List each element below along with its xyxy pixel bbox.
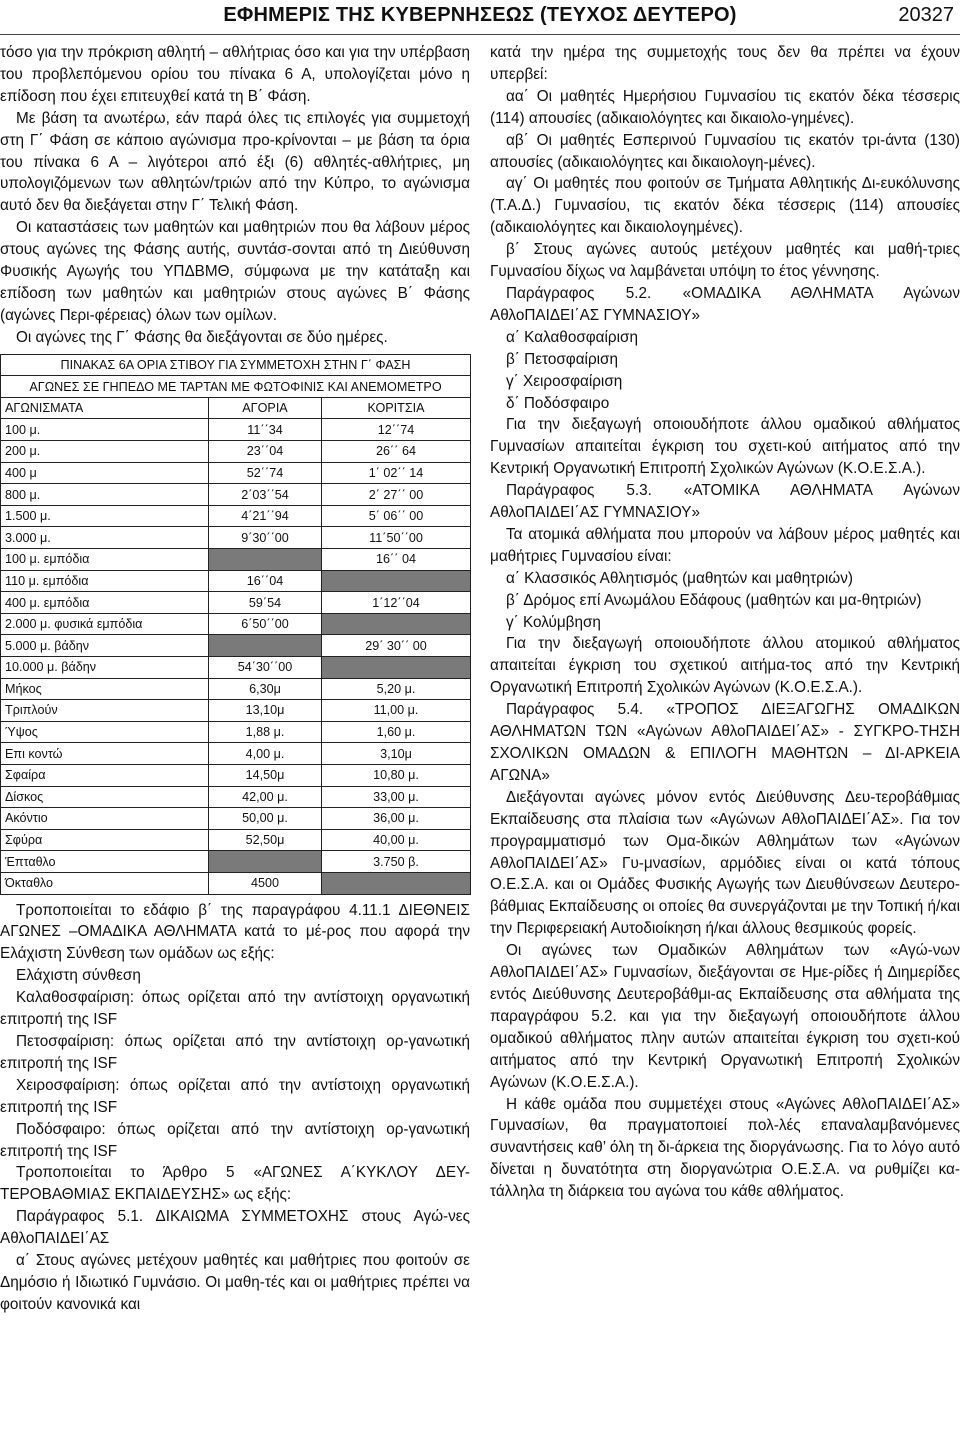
page-header (0, 0, 960, 34)
event-cell: Έπταθλο (1, 851, 209, 873)
gazette-title: ΕΦΗΜΕΡΙΣ ΤΗΣ ΚΥΒΕΡΝΗΣΕΩΣ (ΤΕΥΧΟΣ ΔΕΥΤΕΡΟ) (223, 4, 737, 26)
boys-cell (209, 635, 322, 657)
girls-cell: 11΄50΄΄00 (322, 527, 471, 549)
table-row (1, 786, 471, 808)
event-cell: 100 μ. εμπόδια (1, 549, 209, 571)
event-cell: 110 μ. εμπόδια (1, 570, 209, 592)
paragraph: Διεξάγονται αγώνες μόνον εντός Διεύθυνσης Δευ-τεροβάθμιας Εκπαίδευσης στα πλαίσια των «Αγώνων ΑθλοΠΑΙΔΕΙ΄ΑΣ». Για τον προγραμματισμό των Ομα-δικών Αθλημάτων των «Αγώνων ΑθλοΠΑΙΔΕΙ΄ΑΣ» Γυ-μνασίων, αρμόδιες είναι οι κατά τόπους Ο.Ε.Σ.Α. και οι Ομάδες Φυσικής Αγωγής των Διευθύνσεων Δευτερο-βάθμιας Εκπαίδευσης οι οποίες θα συνεργάζονται με την Τοπική ή/και την Περιφερειακή Αυτοδιοίκηση ή/και άλλους θεσμικούς φορείς. (490, 788, 960, 938)
boys-cell (209, 851, 322, 873)
table-row (1, 592, 471, 614)
boys-cell: 52΄΄74 (209, 462, 322, 484)
paragraph: γ΄ Χειροσφαίριση (506, 372, 623, 390)
table-row (1, 613, 471, 635)
boys-cell: 54΄30΄΄00 (209, 657, 322, 679)
table-subtitle-row (1, 376, 471, 398)
boys-cell: 14,50μ (209, 764, 322, 786)
paragraph: κατά την ημέρα της συμμετοχής τους δεν θα πρέπει να έχουν υπερβεί: (490, 44, 960, 83)
event-cell: 100 μ. (1, 419, 209, 441)
girls-cell: 5΄ 06΄΄ 00 (322, 505, 471, 527)
girls-cell: 29΄ 30΄΄ 00 (322, 635, 471, 657)
boys-cell: 42,00 μ. (209, 786, 322, 808)
table-row (1, 851, 471, 873)
boys-cell: 4500 (209, 872, 322, 894)
event-cell: 800 μ. (1, 484, 209, 506)
table-row (1, 570, 471, 592)
boys-cell: 11΄΄34 (209, 419, 322, 441)
paragraph: Χειροσφαίριση: όπως ορίζεται από την αντίστοιχη οργανωτική επιτροπή της ISF (0, 1076, 470, 1116)
paragraph: τόσο για την πρόκριση αθλητή – αθλήτριας όσο και για την υπέρβαση του προβλεπόμενου ορίου του πίνακα 6 Α, υπολογίζεται μόνο η επίδοση που έχει επιτευχθεί κατά τη Β΄ Φάση. (0, 44, 470, 105)
girls-cell: 5,20 μ. (322, 678, 471, 700)
girls-cell: 36,00 μ. (322, 808, 471, 830)
paragraph: Οι καταστάσεις των μαθητών και μαθητριών που θα λάβουν μέρος στους αγώνες της Φάσης αυτής, συντάσ-σονται από τη Διεύθυνση Φυσικής Αγωγής του ΥΠΔΒΜΘ, σύμφωνα με την κατάταξη και επίδοση των μαθητών και μαθητριών στους αγώνες Β΄ Φάσης (αγώνες Περι-φέρειας) όλων των ομίλων. (0, 219, 470, 324)
paragraph: α΄ Καλαθοσφαίριση (506, 328, 638, 346)
table-row (1, 484, 471, 506)
paragraph: Παράγραφος 5.3. «ΑΤΟΜΙΚΑ ΑΘΛΗΜΑΤΑ Αγώνων ΑθλοΠΑΙΔΕΙ΄ΑΣ ΓΥΜΝΑΣΙΟΥ» (490, 482, 960, 522)
girls-cell: 3.750 β. (322, 851, 471, 873)
girls-cell: 10,80 μ. (322, 764, 471, 786)
event-cell: 200 μ. (1, 441, 209, 463)
paragraph: δ΄ Ποδόσφαιρο (506, 394, 610, 412)
table-row (1, 700, 471, 722)
event-cell: Τριπλούν (1, 700, 209, 722)
table-row (1, 419, 471, 441)
table-row (1, 764, 471, 786)
boys-cell: 52,50μ (209, 829, 322, 851)
table-row (1, 527, 471, 549)
paragraph: Οι αγώνες των Ομαδικών Αθλημάτων των «Αγώ-νων ΑθλοΠΑΙΔΕΙ΄ΑΣ» Γυμνασίων, διεξάγονται σε Ημε-ρίδες ή Διημερίδες εντός Διεύθυνσης Δευτεροβάθμι-ας Εκπαίδευσης στα αθλήματα της παραγράφου 5.2. και για την διεξαγωγή οποιουδήποτε άλλου ομαδικού αθλήματος πλην αυτών απαιτείται έγκριση του σχετι-κού αιτήματος από την Κεντρική Οργανωτική Επιτροπή Σχολικών Αγώνων (Κ.Ο.Ε.Σ.Α.). (490, 942, 960, 1091)
paragraph: Με βάση τα ανωτέρω, εάν παρά όλες τις επιλογές για συμμετοχή στη Γ΄ Φάση σε κάποιο αγώνισμα προ-κρίνονται – με βάση τα όρια του πίνακα 6 Α – λιγότεροι από έξι (6) αθλητές-αθλήτριες, μη υπολογιζόμενων των αθλητών/τριών από την Κύπρο, το αγώνισμα αυτό δεν θα διεξάγεται στην Γ΄ Τελική Φάση. (0, 109, 470, 215)
girls-cell (322, 657, 471, 679)
event-cell: 1.500 μ. (1, 505, 209, 527)
table-row (1, 441, 471, 463)
page-number: 20327 (898, 4, 954, 26)
header-rule (0, 34, 960, 35)
limits-table (0, 354, 471, 895)
table-row (1, 657, 471, 679)
limits-table-wrapper (0, 354, 470, 895)
girls-cell: 33,00 μ. (322, 786, 471, 808)
table-row (1, 721, 471, 743)
event-cell: 3.000 μ. (1, 527, 209, 549)
event-cell: Μήκος (1, 678, 209, 700)
paragraph: β΄ Δρόμος επί Ανωμάλου Εδάφους (μαθητών και μα-θητριών) (506, 591, 922, 609)
boys-cell: 9΄30΄΄00 (209, 527, 322, 549)
girls-cell: 12΄΄74 (322, 419, 471, 441)
girls-cell (322, 872, 471, 894)
boys-cell (209, 549, 322, 571)
paragraph: αβ΄ Οι μαθητές Εσπερινού Γυμνασίου τις εκατόν τρι-άντα (130) απουσίες (αδικαιολόγητες και δικαιολογη-μένες). (490, 131, 960, 171)
column-header: ΑΓΩΝΙΣΜΑΤΑ (1, 397, 209, 419)
event-cell: Όκταθλο (1, 872, 209, 894)
event-cell: Σφαίρα (1, 764, 209, 786)
girls-cell: 1,60 μ. (322, 721, 471, 743)
boys-cell: 6΄50΄΄00 (209, 613, 322, 635)
paragraph: Οι αγώνες της Γ΄ Φάσης θα διεξάγονται σε δύο ημέρες. (16, 328, 388, 346)
event-cell: 10.000 μ. βάδην (1, 657, 209, 679)
table-row (1, 872, 471, 894)
boys-cell: 2΄03΄΄54 (209, 484, 322, 506)
table-row (1, 462, 471, 484)
table-header-row (1, 397, 471, 419)
boys-cell: 59΄54 (209, 592, 322, 614)
paragraph: Καλαθοσφαίριση: όπως ορίζεται από την αντίστοιχη οργανωτική επιτροπή της ISF (0, 989, 470, 1029)
girls-cell: 16΄΄ 04 (322, 549, 471, 571)
paragraph: αγ΄ Οι μαθητές που φοιτούν σε Τμήματα Αθλητικής Δι-ευκόλυνσης (Τ.Α.Δ.) Γυμνασίου, τις εκατόν δέκα τέσσερις (114) απουσίες (αδικαιολόγητες και δικαιολογημένες). (490, 175, 960, 237)
paragraph: Ελάχιστη σύνθεση (16, 967, 141, 985)
girls-cell: 11,00 μ. (322, 700, 471, 722)
right-column (490, 42, 960, 1203)
table-row (1, 829, 471, 851)
left-column (0, 42, 470, 1316)
table-row (1, 505, 471, 527)
boys-cell: 4,00 μ. (209, 743, 322, 765)
paragraph: γ΄ Κολύμβηση (506, 613, 601, 631)
table-row (1, 743, 471, 765)
table-subtitle: ΑΓΩΝΕΣ ΣΕ ΓΗΠΕΔΟ ΜΕ ΤΑΡΤΑΝ ΜΕ ΦΩΤΟΦΙΝΙΣ ΚΑΙ ΑΝΕΜΟΜΕΤΡΟ (1, 376, 471, 398)
column-header: ΚΟΡΙΤΣΙΑ (322, 397, 471, 419)
boys-cell: 16΄΄04 (209, 570, 322, 592)
paragraph: Ποδόσφαιρο: όπως ορίζεται από την αντίστοιχη ορ-γανωτική επιτροπή της ISF (0, 1120, 470, 1160)
table-title-row (1, 354, 471, 376)
paragraph: Τροποποιείται το εδάφιο β΄ της παραγράφου 4.11.1 ΔΙΕΘΝΕΙΣ ΑΓΩΝΕΣ –ΟΜΑΔΙΚΑ ΑΘΛΗΜΑΤΑ κατά το μέ-ρος που αφορά την Ελάχιστη Σύνθεση των ομάδων ως εξής: (0, 901, 470, 963)
paragraph: Τροποποιείται το Άρθρο 5 «ΑΓΩΝΕΣ Α΄ΚΥΚΛΟΥ ΔΕΥ-ΤΕΡΟΒΑΘΜΙΑΣ ΕΚΠΑΙΔΕΥΣΗΣ» ως εξής: (0, 1164, 470, 1204)
table-row (1, 635, 471, 657)
event-cell: Σφύρα (1, 829, 209, 851)
table-row (1, 678, 471, 700)
column-header: ΑΓΟΡΙΑ (209, 397, 322, 419)
girls-cell (322, 570, 471, 592)
paragraph: α΄ Στους αγώνες μετέχουν μαθητές και μαθήτριες που φοιτούν σε Δημόσιο ή Ιδιωτικό Γυμνάσιο. Οι μαθη-τές και οι μαθήτριες πρέπει να φοιτούν κανονικά και (0, 1252, 470, 1313)
girls-cell: 2΄ 27΄΄ 00 (322, 484, 471, 506)
paragraph: Παράγραφος 5.4. «ΤΡΟΠΟΣ ΔΙΕΞΑΓΩΓΗΣ ΟΜΑΔΙΚΩΝ ΑΘΛΗΜΑΤΩΝ ΤΩΝ «Αγώνων ΑθλοΠΑΙΔΕΙ΄ΑΣ» - ΣΥΓΚΡΟ-ΤΗΣΗ ΣΧΟΛΙΚΩΝ ΟΜΑΔΩΝ & ΕΠΙΛΟΓΗ ΜΑΘΗΤΩΝ – ΔΙ-ΑΡΚΕΙΑ ΑΓΩΝΑ» (490, 701, 960, 784)
paragraph: β΄ Στους αγώνες αυτούς μετέχουν μαθητές και μαθή-τριες Γυμνασίου δίχως να λαμβάνεται υπόψη το έτος γέννησης. (490, 241, 960, 281)
paragraph: α΄ Κλασσικός Αθλητισμός (μαθητών και μαθητριών) (506, 569, 853, 587)
paragraph: Τα ατομικά αθλήματα που μπορούν να λάβουν μέρος μαθητές και μαθήτριες Γυμνασίου είναι: (490, 525, 960, 565)
paragraph: Παράγραφος 5.1. ΔΙΚΑΙΩΜΑ ΣΥΜΜΕΤΟΧΗΣ στους Αγώ-νες ΑθλοΠΑΙΔΕΙ΄ΑΣ (0, 1208, 470, 1248)
boys-cell: 23΄΄04 (209, 441, 322, 463)
boys-cell: 50,00 μ. (209, 808, 322, 830)
paragraph: Πετοσφαίριση: όπως ορίζεται από την αντίστοιχη ορ-γανωτική επιτροπή της ISF (0, 1032, 470, 1072)
event-cell: 2.000 μ. φυσικά εμπόδια (1, 613, 209, 635)
paragraph: Η κάθε ομάδα που συμμετέχει στους «Αγώνες ΑθλοΠΑΙΔΕΙ΄ΑΣ» Γυμνασίων, θα πραγματοποιεί πολ-λές επαναλαμβανόμενες συναντήσεις καθ’ όλη τη δι-άρκεια της διοργάνωσης. Για το λόγο αυτό δίνεται η δυνατότητα στη διοργανώτρια Ο.Ε.Σ.Α. να ρυθμίζει κα-τάλληλα τη διάρκεια του αγώνα του κάθε αθλήματος. (490, 1095, 960, 1201)
table-row (1, 808, 471, 830)
boys-cell: 13,10μ (209, 700, 322, 722)
paragraph: Για την διεξαγωγή οποιουδήποτε άλλου ατομικού αθλήματος απαιτείται έγκριση του σχετικού αιτήμα-τος από την Κεντρική Οργανωτική Επιτροπή Σχολικών Αγώνων (Κ.Ο.Ε.Σ.Α.). (490, 635, 960, 697)
girls-cell: 1΄ 02΄΄ 14 (322, 462, 471, 484)
girls-cell: 40,00 μ. (322, 829, 471, 851)
event-cell: 400 μ. εμπόδια (1, 592, 209, 614)
event-cell: 5.000 μ. βάδην (1, 635, 209, 657)
paragraph: β΄ Πετοσφαίριση (506, 350, 618, 368)
girls-cell: 1΄12΄΄04 (322, 592, 471, 614)
boys-cell: 6,30μ (209, 678, 322, 700)
girls-cell (322, 613, 471, 635)
boys-cell: 1,88 μ. (209, 721, 322, 743)
table-title: ΠΙΝΑΚΑΣ 6Α ΟΡΙΑ ΣΤΙΒΟΥ ΓΙΑ ΣΥΜΜΕΤΟΧΗ ΣΤΗΝ Γ΄ ΦΑΣΗ (1, 354, 471, 376)
table-row (1, 549, 471, 571)
paragraph: Παράγραφος 5.2. «ΟΜΑΔΙΚΑ ΑΘΛΗΜΑΤΑ Αγώνων ΑθλοΠΑΙΔΕΙ΄ΑΣ ΓΥΜΝΑΣΙΟΥ» (490, 284, 960, 324)
event-cell: Ακόντιο (1, 808, 209, 830)
girls-cell: 26΄΄ 64 (322, 441, 471, 463)
event-cell: Ύψος (1, 721, 209, 743)
event-cell: Επι κοντώ (1, 743, 209, 765)
paragraph: Για την διεξαγωγή οποιουδήποτε άλλου ομαδικού αθλήματος Γυμνασίων απαιτείται έγκριση του σχετι-κού αιτήματος από την Κεντρική Οργανωτική Επιτροπή Σχολικών Αγώνων (Κ.Ο.Ε.Σ.Α.). (490, 416, 960, 478)
event-cell: Δίσκος (1, 786, 209, 808)
paragraph: αα΄ Οι μαθητές Ημερήσιου Γυμνασίου τις εκατόν δέκα τέσσερις (114) απουσίες (αδικαιολόγητες και δικαιολο-γημένες). (490, 87, 960, 127)
event-cell: 400 μ (1, 462, 209, 484)
boys-cell: 4΄21΄΄94 (209, 505, 322, 527)
girls-cell: 3,10μ (322, 743, 471, 765)
